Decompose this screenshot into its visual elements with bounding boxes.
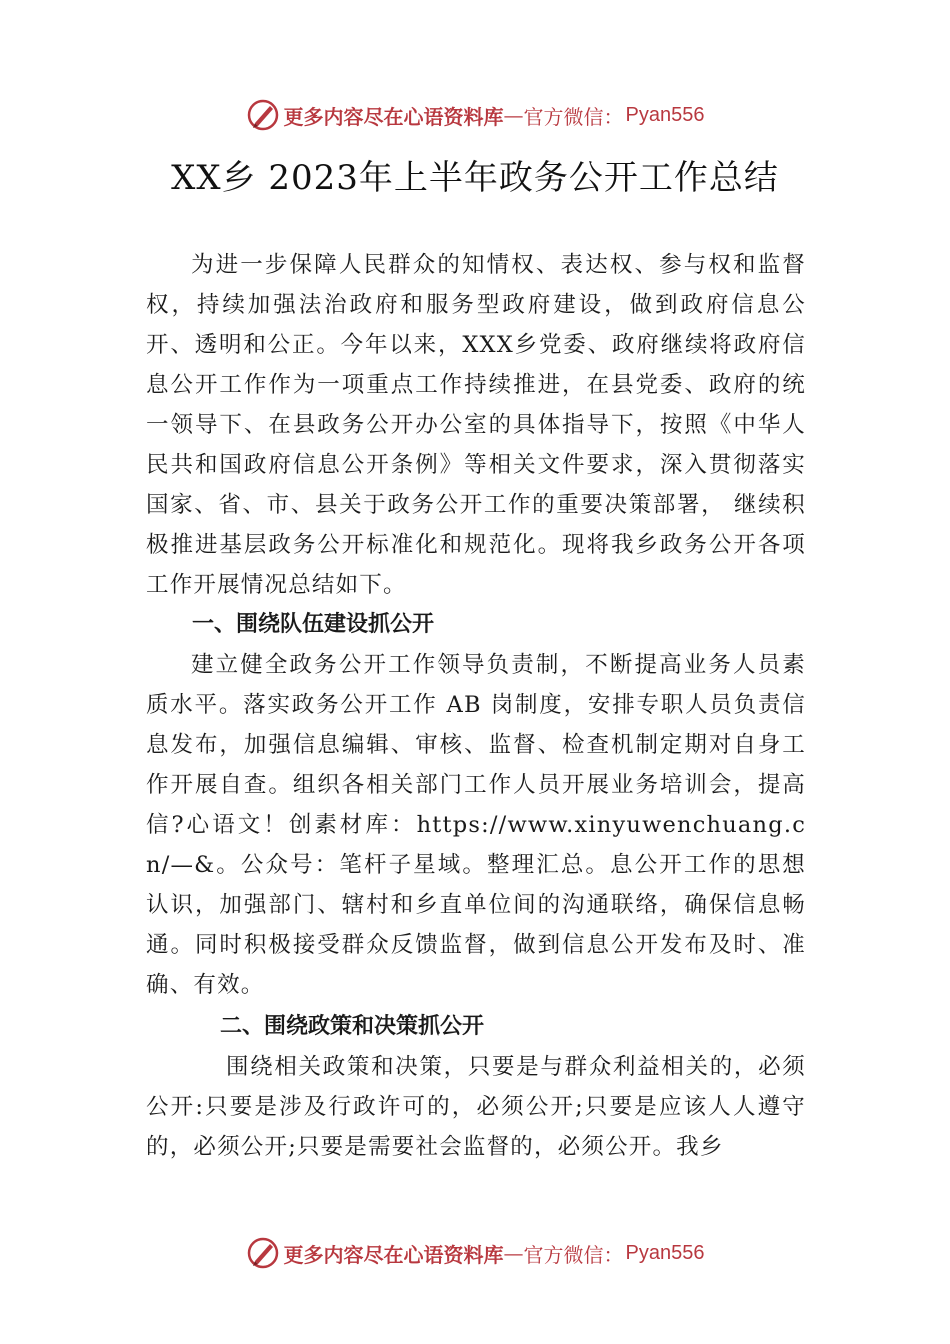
banner-separator: — bbox=[503, 103, 524, 127]
banner-label: 官方微信： bbox=[523, 1242, 624, 1267]
document-title: XX乡 2023年上半年政务公开工作总结 bbox=[171, 158, 779, 198]
banner-separator: — bbox=[503, 1241, 524, 1265]
paragraph-section-1: 建立健全政务公开工作领导负责制，不断提高业务人员素质水平。落实政务公开工作 AB 岗制度，安排专职人员负责信息发布，加强信息编辑、审核、监督、检查机制定期对自身工作开展自查。组织各相关部门工作人员开展业务培训会，提高信?心语文！创素材库：https://www.xinyuwenchuang.cn/—&。公众号：笔杆子星域。整理汇总。息公开工作的思想认识，加强部门、辖村和乡直单位间的沟通联络，确保信息畅通。同时积极接受群众反馈监督，做到信息公开发布及时、准确、有效。 bbox=[146, 652, 806, 998]
paragraph-intro: 为进一步保障人民群众的知情权、表达权、参与权和监督权，持续加强法治政府和服务型政府建设，做到政府信息公开、透明和公正。今年以来，XXX乡党委、政府继续将政府信息公开工作作为一项重点工作持续推进，在县党委、政府的统一领导下、在县政务公开办公室的具体指导下，按照《中华人民共和国政府信息公开条例》等相关文件要求，深入贯彻落实国家、省、市、县关于政务公开工作的重要决策部署， 继续积极推进基层政务公开标准化和规范化。现将我乡政务公开各项工作开展情况总结如下。 bbox=[146, 252, 806, 598]
paragraph-section-2: 围绕相关政策和决策，只要是与群众利益相关的，必须公开:只要是涉及行政许可的，必须公开;只要是应该人人遵守的，必须公开;只要是需要社会监督的，必须公开。我乡 bbox=[146, 1054, 806, 1160]
section-heading-1: 一、围绕队伍建设抓公开 bbox=[192, 612, 435, 637]
banner-wechat-id: Pyan556 bbox=[625, 1241, 705, 1264]
document-body bbox=[146, 245, 806, 1167]
banner-wechat-id: Pyan556 bbox=[625, 103, 705, 126]
section-heading-2: 二、围绕政策和决策抓公开 bbox=[220, 1014, 485, 1039]
banner-text: 更多内容尽在心语资料库 bbox=[283, 104, 504, 129]
banner-label: 官方微信： bbox=[523, 104, 624, 129]
pen-logo-icon bbox=[246, 98, 280, 132]
header-banner bbox=[0, 95, 950, 135]
pen-logo-icon bbox=[246, 1236, 280, 1270]
banner-text: 更多内容尽在心语资料库 bbox=[283, 1242, 504, 1267]
footer-banner bbox=[0, 1233, 950, 1273]
